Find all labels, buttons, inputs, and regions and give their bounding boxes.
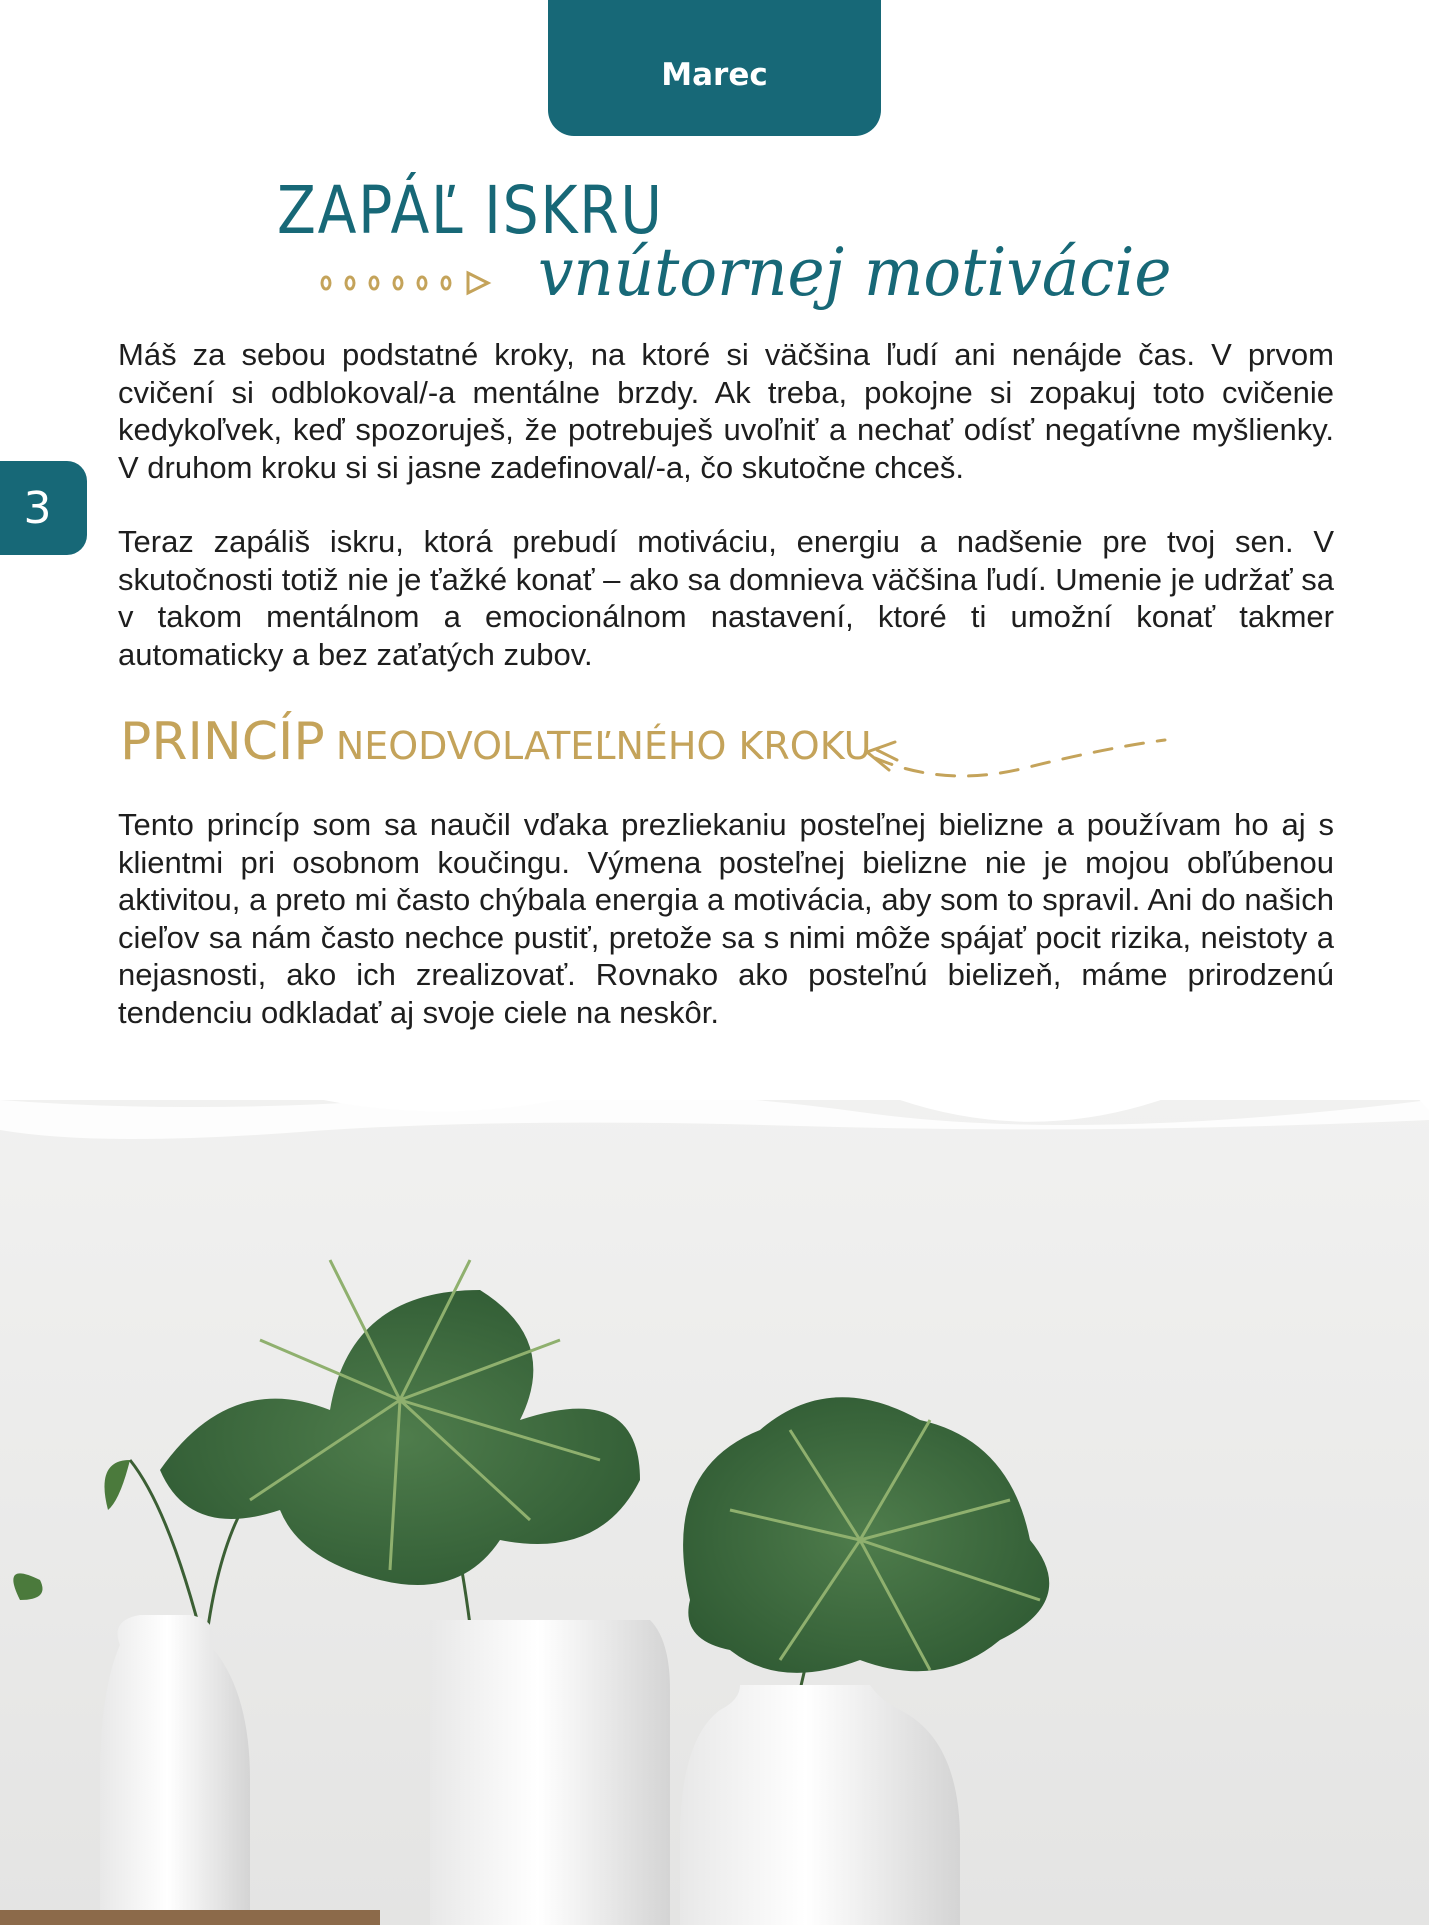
monstera-vases-photo xyxy=(0,1040,1429,1925)
subheading-word-2: NEODVOLATEĽNÉHO KROKU xyxy=(335,724,872,768)
paragraph-1: Máš za sebou podstatné kroky, na ktoré si väčšina ľudí ani nenájde čas. V prvom cvičení si odblokoval/-a mentálne brzdy. Ak treba, pokojne si zopakuj toto cvičenie kedykoľvek, keď spozoruješ, že potrebuješ uvoľniť a nechať odísť negatívne myšlienky. V druhom kroku si si jasne zadefinoval/-a, čo skutočne chceš. xyxy=(118,337,1334,485)
paragraph-2: Teraz zapáliš iskru, ktorá prebudí motiváciu, energiu a nadšenie pre tvoj sen. V skutočnosti totiž nie je ťažké konať – ako sa domnieva väčšina ľudí. Umenie je udržať sa v takom mentálnom a emocionálnom nastavení, ktoré ti umožní konať takmer automaticky a bez zaťatých zubov. xyxy=(118,524,1334,672)
subheading xyxy=(120,712,871,772)
month-label: Marec xyxy=(661,57,768,93)
subheading-word-1: PRINCÍP xyxy=(120,712,325,772)
dots-arrow-ornament xyxy=(318,268,498,298)
dashed-arrow-ornament xyxy=(855,728,1175,788)
page-number: 3 xyxy=(23,482,52,534)
page-number-tab xyxy=(0,461,87,555)
paragraph-3: Tento princíp som sa naučil vďaka prezliekaniu posteľnej bielizne a používam ho aj s klientmi pri osobnom koučingu. Výmena posteľnej bielizne nie je mojou obľúbenou aktivitou, a preto mi často chýbala energia a motivácia, aby som to spravil. Ani do našich cieľov sa nám často nechce pustiť, pretože sa s nimi môže spájať pocit rizika, neistoty a nejasnosti, ako ich zrealizovať. Rovnako ako posteľnú bielizeň, máme prirodzenú tendenciu odkladať aj svoje ciele na neskôr. xyxy=(118,807,1334,1030)
title-line-2: vnútornej motivácie xyxy=(538,234,1172,311)
title-line-1: ZAPÁĽ ISKRU xyxy=(277,172,664,249)
month-tab xyxy=(548,0,881,136)
